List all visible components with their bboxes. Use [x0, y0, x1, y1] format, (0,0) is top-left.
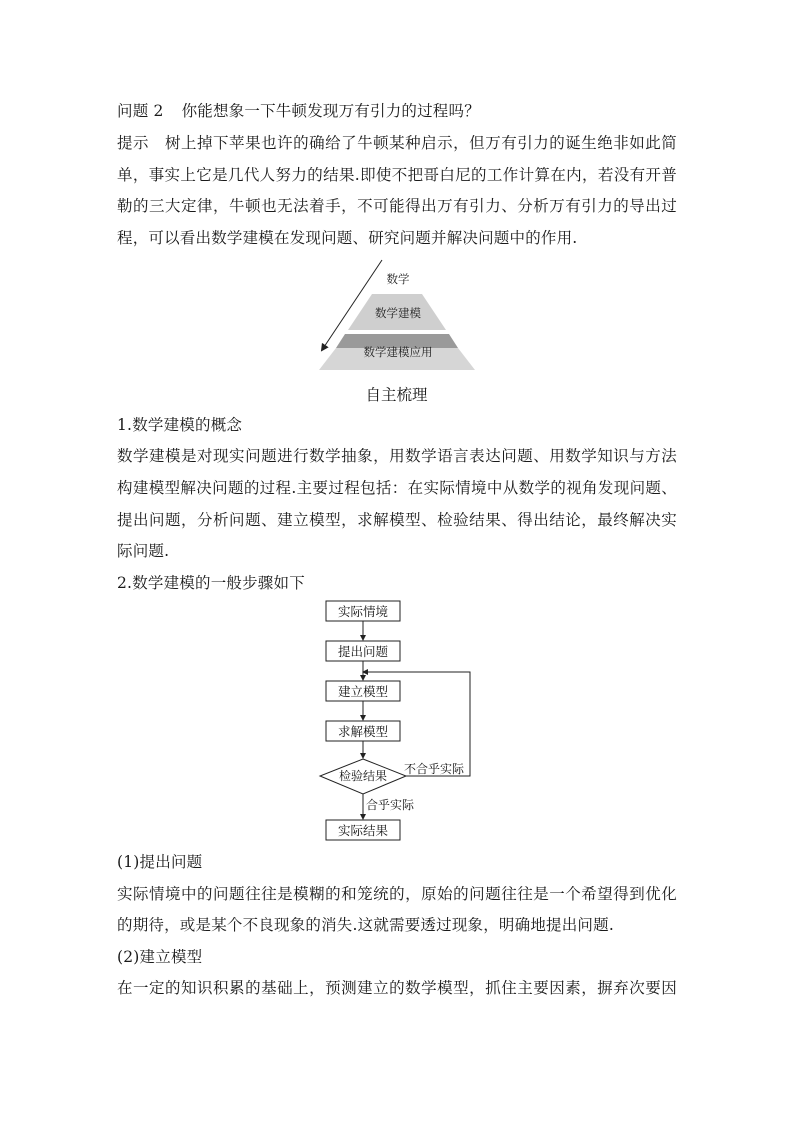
sub1-line-2: 的期待，或是某个不良现象的消失.这就需要透过现象，明确地提出问题. — [117, 916, 614, 934]
hint-line-3: 勒的三大定律，牛顿也无法着手，不可能得出万有引力、分析万有引力的导出过 — [117, 197, 677, 215]
sub2-line-1: 在一定的知识积累的基础上，预测建立的数学模型，抓住主要因素，摒弃次要因 — [117, 979, 677, 997]
pyramid-diagram — [310, 256, 485, 374]
flowchart — [310, 596, 490, 844]
hint-line-2: 单，事实上它是几代人努力的结果.即使不把哥白尼的工作计算在内，若没有开普 — [117, 166, 677, 184]
flow-box-build-label: 建立模型 — [337, 684, 389, 699]
hint-line-1: 提示 树上掉下苹果也许的确给了牛顿某种启示，但万有引力的诞生绝非如此简 — [117, 134, 677, 152]
sub1-heading: (1)提出问题 — [117, 853, 203, 871]
hint-line-4: 程，可以看出数学建模在发现问题、研究问题并解决问题中的作用. — [117, 229, 578, 247]
concept-heading: 1.数学建模的概念 — [117, 416, 243, 434]
sub2-heading: (2)建立模型 — [117, 948, 203, 966]
flow-diamond-label: 检验结果 — [338, 769, 388, 783]
concept-line-2: 构建模型解决问题的过程.主要过程包括：在实际情境中从数学的视角发现问题、 — [117, 479, 677, 497]
question-label: 问题 2 — [117, 102, 164, 120]
flow-box-solve-label: 求解模型 — [337, 724, 389, 739]
concept-line-3: 提出问题，分析问题、建立模型，求解模型、检验结果、得出结论，最终解决实 — [117, 511, 677, 529]
question-line — [117, 101, 480, 121]
flow-fail-label: 不合乎实际 — [404, 762, 465, 776]
concept-line-4: 际问题. — [117, 542, 170, 560]
pyramid-top-label: 数学 — [386, 272, 410, 286]
question-text: 你能想象一下牛顿发现万有引力的过程吗？ — [181, 102, 480, 120]
flow-box-pose-label: 提出问题 — [337, 644, 389, 659]
concept-line-1: 数学建模是对现实问题进行数学抽象，用数学语言表达问题、用数学知识与方法 — [117, 447, 677, 465]
flow-pass-label: 合乎实际 — [366, 798, 415, 812]
section-title: 自主梳理 — [365, 386, 428, 404]
pyramid-middle-label: 数学建模 — [375, 306, 421, 320]
flow-box-result-label: 实际结果 — [337, 823, 389, 838]
flow-box-situation-label: 实际情境 — [337, 604, 389, 619]
pyramid-bottom-label: 数学建模应用 — [363, 345, 433, 359]
steps-heading: 2.数学建模的一般步骤如下 — [117, 574, 305, 592]
sub1-line-1: 实际情境中的问题往往是模糊的和笼统的，原始的问题往往是一个希望得到优化 — [117, 885, 677, 903]
